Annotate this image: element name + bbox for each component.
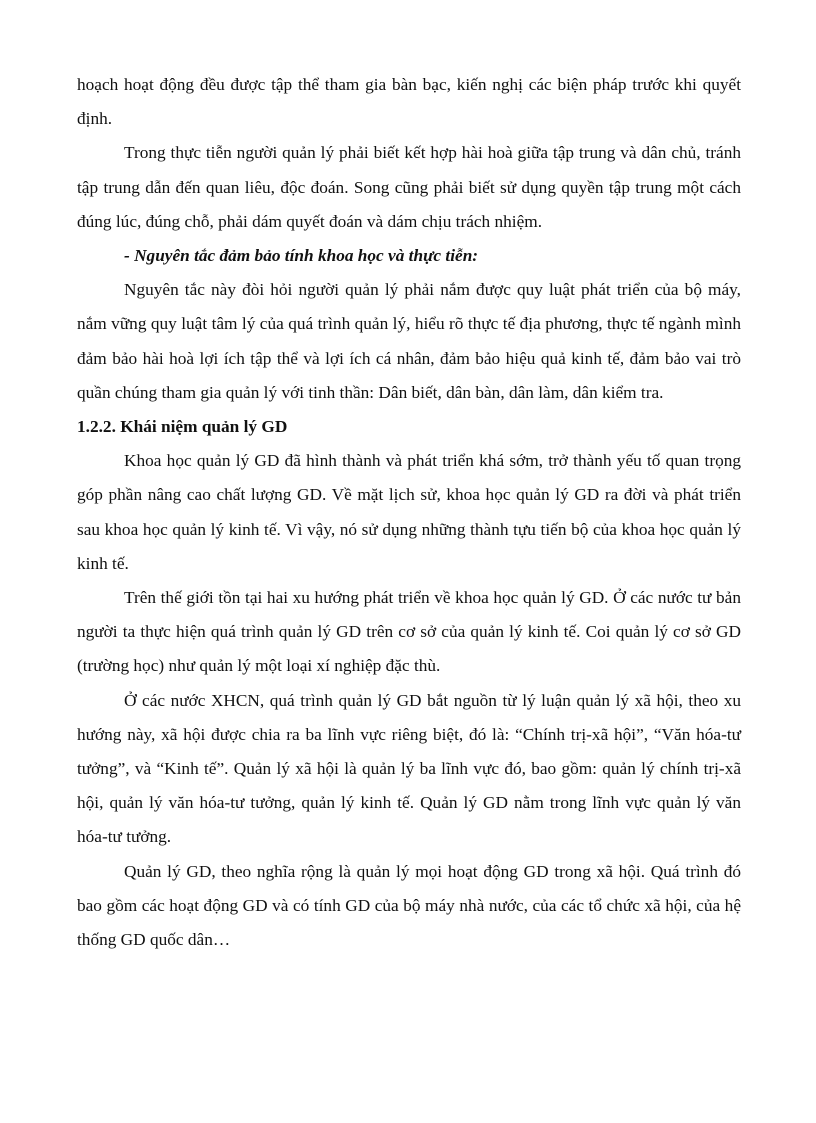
paragraph-two-trends: Trên thế giới tồn tại hai xu hướng phát triển về khoa học quản lý GD. Ở các nước tư bản người ta thực hiện quá trình quản lý GD trên cơ sở của quản lý kinh tế. Coi quản lý cơ sở GD (trường học) như quản lý một loại xí nghiệp đặc thù. bbox=[77, 588, 741, 676]
section-heading-1-2-2: 1.2.2. Khái niệm quản lý GD bbox=[77, 417, 288, 437]
document-page bbox=[77, 68, 741, 957]
principle-heading-science-practice: - Nguyên tắc đảm bảo tính khoa học và thực tiễn: bbox=[124, 246, 479, 266]
paragraph-centralism-balance: Trong thực tiễn người quản lý phải biết kết hợp hài hoà giữa tập trung và dân chủ, tránh tập trung dẫn đến quan liêu, độc đoán. Song cũng phải biết sử dụng quyền tập trung một cách đúng lúc, đúng chỗ, phải dám quyết đoán và dám chịu trách nhiệm. bbox=[77, 143, 741, 231]
paragraph-broad-definition: Quản lý GD, theo nghĩa rộng là quản lý mọi hoạt động GD trong xã hội. Quá trình đó bao gồm các hoạt động GD và có tính GD của bộ máy nhà nước, của các tổ chức xã hội, của hệ thống GD quốc dân… bbox=[77, 861, 741, 950]
paragraph-education-management-history: Khoa học quản lý GD đã hình thành và phát triển khá sớm, trở thành yếu tố quan trọng góp phần nâng cao chất lượng GD. Về mặt lịch sử, khoa học quản lý GD ra đời và phát triển sau khoa học quản lý kinh tế. Vì vậy, nó sử dụng những thành tựu tiến bộ của khoa học quản lý kinh tế. bbox=[77, 451, 741, 573]
paragraph-continuation: hoạch hoạt động đều được tập thể tham gia bàn bạc, kiến nghị các biện pháp trước khi quyết định. bbox=[77, 75, 741, 129]
paragraph-principle-description: Nguyên tắc này đòi hỏi người quản lý phải nắm được quy luật phát triển của bộ máy, nắm vững quy luật tâm lý của quá trình quản lý, hiểu rõ thực tế địa phương, thực tế ngành mình đảm bảo hài hoà lợi ích tập thể và lợi ích cá nhân, đảm bảo hiệu quả kinh tế, đảm bảo vai trò quần chúng tham gia quản lý với tinh thần: Dân biết, dân bàn, dân làm, dân kiểm tra. bbox=[77, 280, 741, 402]
paragraph-socialist-countries: Ở các nước XHCN, quá trình quản lý GD bắt nguồn từ lý luận quản lý xã hội, theo xu hướng này, xã hội được chia ra ba lĩnh vực riêng biệt, đó là: “Chính trị-xã hội”, “Văn hóa-tư tưởng”, và “Kinh tế”. Quản lý xã hội là quản lý ba lĩnh vực đó, bao gồm: quản lý chính trị-xã hội, quản lý văn hóa-tư tưởng, quản lý kinh tế. Quản lý GD nằm trong lĩnh vực quản lý văn hóa-tư tưởng. bbox=[77, 690, 741, 847]
